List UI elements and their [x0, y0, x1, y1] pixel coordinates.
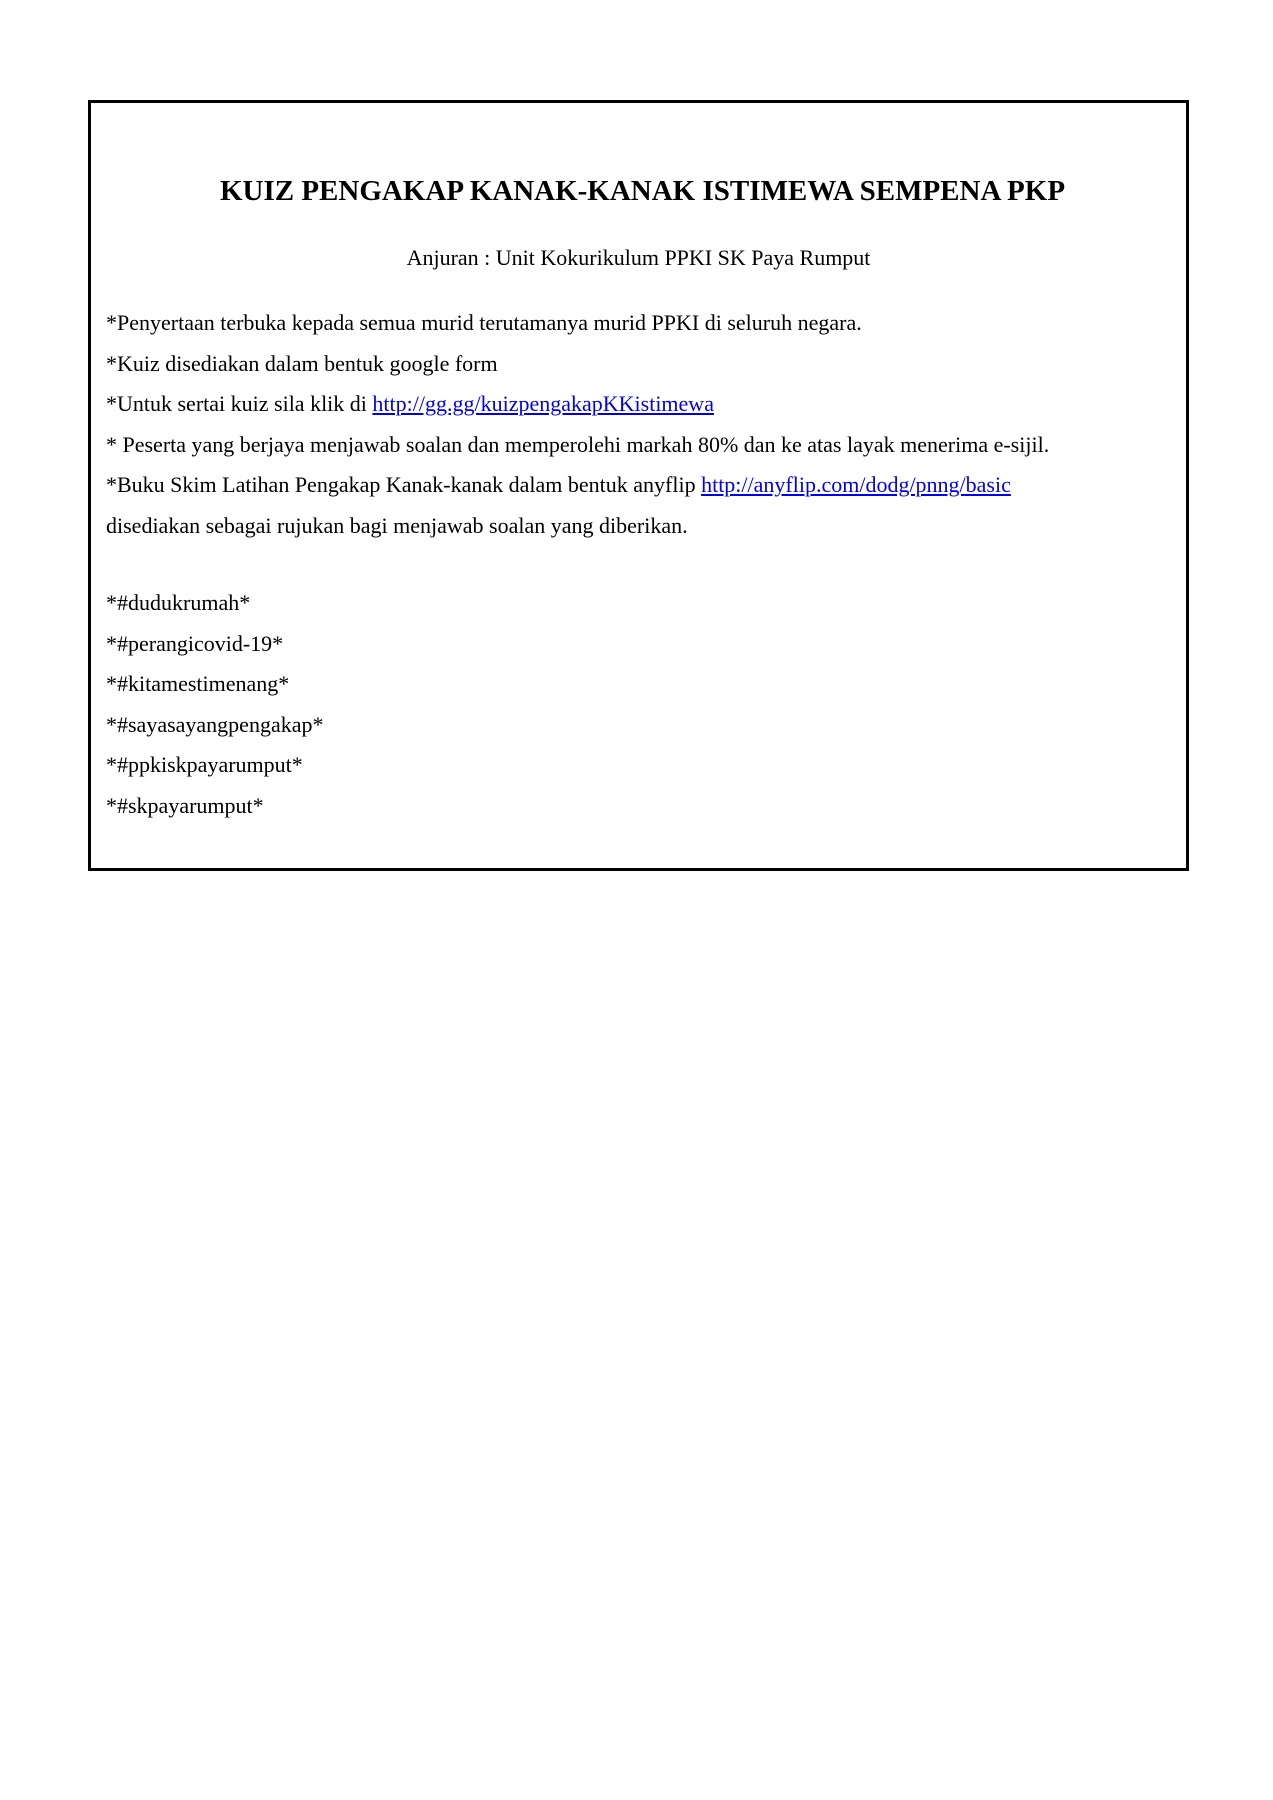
- info-line-participation: *Penyertaan terbuka kepada semua murid terutamanya murid PPKI di seluruh negara.: [106, 310, 862, 335]
- reference-text: *Buku Skim Latihan Pengakap Kanak-kanak dalam bentuk anyflip: [106, 472, 702, 497]
- info-line-join: [106, 389, 1176, 430]
- hashtag-item: *#ppkiskpayarumput*: [106, 752, 303, 777]
- hashtag-item: *#sayasayangpengakap*: [106, 711, 324, 737]
- anyflip-link[interactable]: http://anyflip.com/dodg/pnng/basic: [701, 472, 1011, 497]
- info-line-format: *Kuiz disediakan dalam bentuk google form: [106, 350, 498, 376]
- join-text: *Untuk sertai kuiz sila klik di: [106, 391, 373, 416]
- hashtag-list: [106, 588, 323, 831]
- hashtag-item: *#dudukrumah*: [106, 590, 251, 615]
- announcement-box: [88, 100, 1189, 871]
- hashtag-item: *#skpayarumput*: [106, 792, 264, 818]
- hashtag-item: *#kitamestimenang*: [106, 671, 290, 696]
- info-line-reference: [106, 470, 1176, 511]
- info-list: [106, 308, 1176, 551]
- page-title: KUIZ PENGAKAP KANAK-KANAK ISTIMEWA SEMPENA PKP: [219, 175, 1066, 207]
- quiz-link[interactable]: http://gg.gg/kuizpengakapKKistimewa: [372, 391, 714, 416]
- hashtag-item: *#perangicovid-19*: [106, 630, 284, 656]
- organizer-line: Anjuran : Unit Kokurikulum PPKI SK Paya Rumput: [406, 245, 871, 270]
- info-line-reference-cont: disediakan sebagai rujukan bagi menjawab soalan yang diberikan.: [106, 512, 688, 538]
- info-line-certificate: * Peserta yang berjaya menjawab soalan dan memperolehi markah 80% dan ke atas layak menerima e-sijil.: [106, 431, 1050, 457]
